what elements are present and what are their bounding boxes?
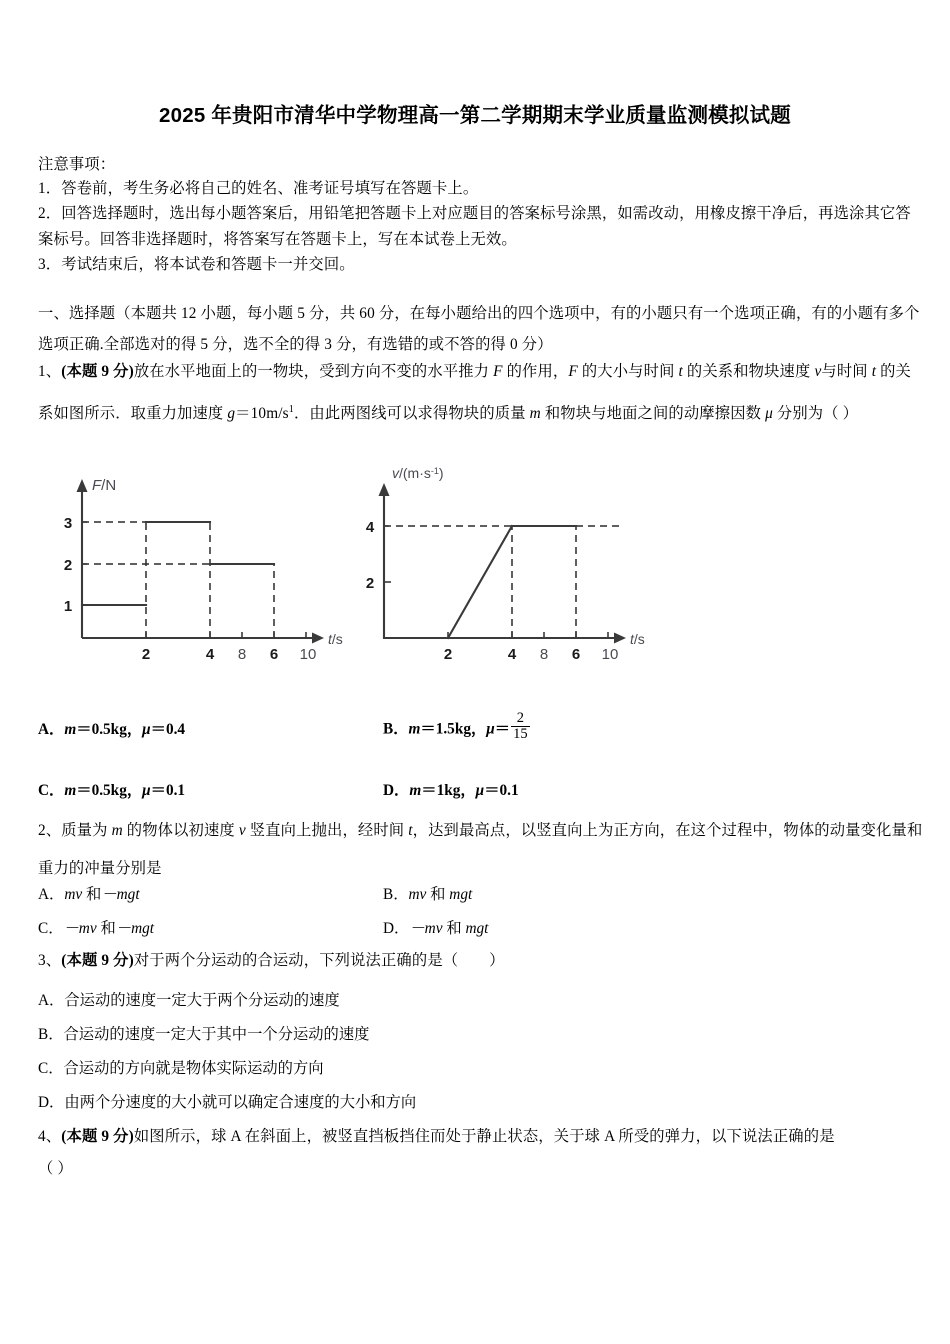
q2-option-b-label: B． [383, 886, 409, 903]
question-3-options [38, 984, 923, 1120]
question-2-number: 2、 [38, 822, 62, 839]
q2-text-4: ，达到最高点，以竖直向上为正方向，在这个过程中，物体的动量变化量和重力的冲量分别是 [38, 822, 923, 877]
q3-text: 对于两个分运动的合运动，下列说法正确的是（ ） [133, 952, 505, 969]
option-a-var-mu: μ [142, 720, 151, 738]
q1-var-m: m [529, 405, 541, 423]
svg-text:F/N: F/N [92, 477, 117, 494]
q1-text-3: 的大小与时间 [577, 363, 679, 380]
question-2-options-row-1 [38, 882, 923, 904]
svg-text:t/s: t/s [630, 631, 645, 647]
svg-text:t/s: t/s [328, 631, 343, 647]
q2-option-d-expr-2: mgt [465, 920, 489, 937]
option-d-mass: ＝1kg， [421, 782, 476, 799]
option-b-mass: ＝1.5kg， [420, 720, 487, 738]
force-time-graph [60, 462, 350, 667]
question-4-number: 4、 [38, 1128, 62, 1145]
q2-option-d-conj: 和 [442, 920, 466, 937]
question-3-points: (本题 9 分) [61, 952, 134, 969]
question-3-option-a[interactable]: A．合运动的速度一定大于两个分运动的速度 [38, 992, 340, 1009]
option-a-var-m: m [64, 720, 77, 738]
option-c-var-mu: μ [142, 782, 151, 799]
question-1-options-row-1 [38, 710, 923, 744]
question-2-option-c[interactable] [38, 916, 383, 938]
option-b-equals: ＝ [494, 720, 511, 738]
question-1-figures [0, 462, 950, 667]
question-1-option-b[interactable] [383, 710, 783, 744]
q1-text-1: 放在水平地面上的一物块，受到方向不变的水平推力 [133, 363, 494, 380]
q2-var-m: m [111, 822, 123, 839]
q1-gravity-value: ＝10m/s [235, 405, 289, 423]
option-a-mu: ＝0.4 [150, 720, 186, 738]
question-4-points: (本题 9 分) [61, 1128, 134, 1145]
question-4-stem-line-2: （ ） [38, 1160, 73, 1177]
svg-text:4: 4 [365, 519, 375, 536]
q1-var-v: v [814, 363, 822, 380]
svg-text:1: 1 [63, 598, 73, 615]
svg-text:4: 4 [507, 646, 517, 663]
q1-var-t2: t [871, 363, 877, 380]
q2-option-a-expr-2: －mgt [101, 886, 140, 903]
section-heading: 一、选择题（本题共 12 小题，每小题 5 分，共 60 分，在每小题给出的四个选项中，有的小题只有一个选项正确，有的小题有多个选项正确.全部选对的得 5 分，选不全的得 3 分，有选错的或不答的得 0 分） [38, 305, 920, 353]
q1-text-2: 的作用， [502, 363, 569, 380]
q2-text-1: 质量为 [61, 822, 112, 839]
question-2-option-b[interactable] [383, 882, 783, 904]
svg-text:8: 8 [539, 646, 549, 663]
svg-text:4: 4 [205, 646, 215, 663]
svg-text:2: 2 [365, 575, 375, 592]
question-3-option-c[interactable]: C．合运动的方向就是物体实际运动的方向 [38, 1060, 324, 1077]
option-a-label: A． [38, 720, 65, 738]
notice-item-2: 2．回答选择题时，选出每小题答案后，用铅笔把答题卡上对应题目的答案标号涂黑，如需改动，用橡皮擦干净后，再选涂其它答案标号。回答非选择题时，将答案写在答题卡上，写在本试卷上无效。 [38, 205, 911, 248]
question-2-options-row-2 [38, 916, 923, 938]
q2-option-b-expr-2: mgt [449, 886, 473, 903]
page-title: 2025 年贵阳市清华中学物理高一第二学期期末学业质量监测模拟试题 [159, 104, 791, 127]
option-b-var-mu: μ [486, 720, 495, 738]
question-2-option-d[interactable] [383, 916, 783, 938]
fraction-denominator: 15 [513, 726, 528, 743]
q1-var-g: g [227, 405, 236, 423]
q2-option-c-conj: 和 [96, 920, 116, 937]
svg-text:2: 2 [141, 646, 151, 663]
q1-text-8: 和物块与地面之间的动摩擦因数 [540, 405, 766, 423]
svg-text:6: 6 [269, 646, 279, 663]
q1-text-4: 的关系和物块速度 [682, 363, 815, 380]
q1-text-9: 分别为（ ） [772, 405, 859, 423]
option-a-mass: ＝0.5kg， [76, 720, 143, 738]
q2-option-c-expr-1: －mv [63, 920, 97, 937]
q2-option-d-label: D． [383, 920, 410, 937]
fraction-numerator: 2 [516, 710, 524, 726]
q2-var-t: t [408, 822, 413, 839]
q1-var-F2: F [568, 363, 578, 380]
svg-text:v/(m·s-1): $v/(m\cdot s^{-1})$ [392, 465, 444, 481]
question-3-option-b[interactable]: B．合运动的速度一定大于其中一个分运动的速度 [38, 1026, 370, 1043]
q2-option-b-expr-1: mv [408, 886, 427, 903]
option-c-var-m: m [64, 782, 77, 799]
question-2-option-a[interactable] [38, 882, 383, 904]
svg-text:2: 2 [443, 646, 453, 663]
q2-option-b-conj: 和 [426, 886, 450, 903]
q2-option-a-conj: 和 [82, 886, 102, 903]
option-d-mu: ＝0.1 [484, 782, 519, 799]
option-b-fraction [511, 711, 530, 742]
q1-text-7: ．由此两图线可以求得物块的质量 [293, 405, 530, 423]
question-1-stem [38, 353, 923, 433]
q2-option-a-label: A． [38, 886, 65, 903]
option-c-label: C． [38, 782, 65, 799]
option-d-var-m: m [409, 782, 422, 799]
question-2-stem [38, 812, 923, 888]
q2-option-a-expr-1: mv [64, 886, 83, 903]
question-3-number: 3、 [38, 952, 62, 969]
question-3-option-d[interactable]: D．由两个分速度的大小就可以确定合速度的大小和方向 [38, 1094, 417, 1111]
q1-var-mu: μ [765, 405, 773, 423]
q2-option-c-label: C． [38, 920, 64, 937]
q1-text-6: 的关系如图所示．取重力加速度 [38, 363, 911, 423]
q2-option-d-expr-1: －mv [409, 920, 443, 937]
q2-var-v: v [238, 822, 246, 839]
svg-text:8: 8 [237, 646, 247, 663]
q1-text-5: 与时间 [821, 363, 872, 380]
svg-text:6: 6 [571, 646, 581, 663]
question-4-stem [38, 1118, 923, 1156]
q1-var-F: F [493, 363, 503, 380]
q2-text-3: 竖直向上抛出，经时间 [245, 822, 409, 839]
svg-text:2: 2 [63, 557, 73, 574]
option-c-mass: ＝0.5kg， [76, 782, 143, 799]
question-3-stem [38, 948, 923, 974]
question-1-option-d[interactable] [383, 778, 783, 800]
option-d-label: D． [383, 782, 410, 799]
q4-text: 如图所示，球 A 在斜面上，被竖直挡板挡住而处于静止状态，关于球 A 所受的弹力，以下说法正确的是 [133, 1128, 835, 1145]
q2-text-2: 的物体以初速度 [122, 822, 239, 839]
q2-option-c-expr-2: －mgt [115, 920, 155, 937]
question-1-number: 1、 [38, 363, 62, 380]
svg-text:3: 3 [63, 515, 73, 532]
option-b-label: B． [383, 720, 409, 738]
notice-heading: 注意事项： [38, 156, 116, 173]
svg-text:10: 10 [601, 646, 619, 663]
velocity-time-graph [362, 462, 652, 667]
question-1-option-a[interactable] [38, 717, 383, 739]
svg-text:10: 10 [299, 646, 317, 663]
option-c-mu: ＝0.1 [150, 782, 186, 799]
option-b-var-m: m [408, 720, 421, 738]
q1-var-t: t [678, 363, 683, 380]
question-1-options-row-2 [38, 778, 923, 800]
question-1-points: (本题 9 分) [61, 363, 134, 380]
notice-item-1: 1．答卷前，考生务必将自己的姓名、准考证号填写在答题卡上。 [38, 180, 479, 197]
q1-gravity-exponent: 1 [288, 404, 294, 415]
notice-item-3: 3．考试结束后，将本试卷和答题卡一并交回。 [38, 256, 355, 273]
option-d-var-mu: μ [475, 782, 485, 799]
question-1-option-c[interactable] [38, 778, 383, 800]
